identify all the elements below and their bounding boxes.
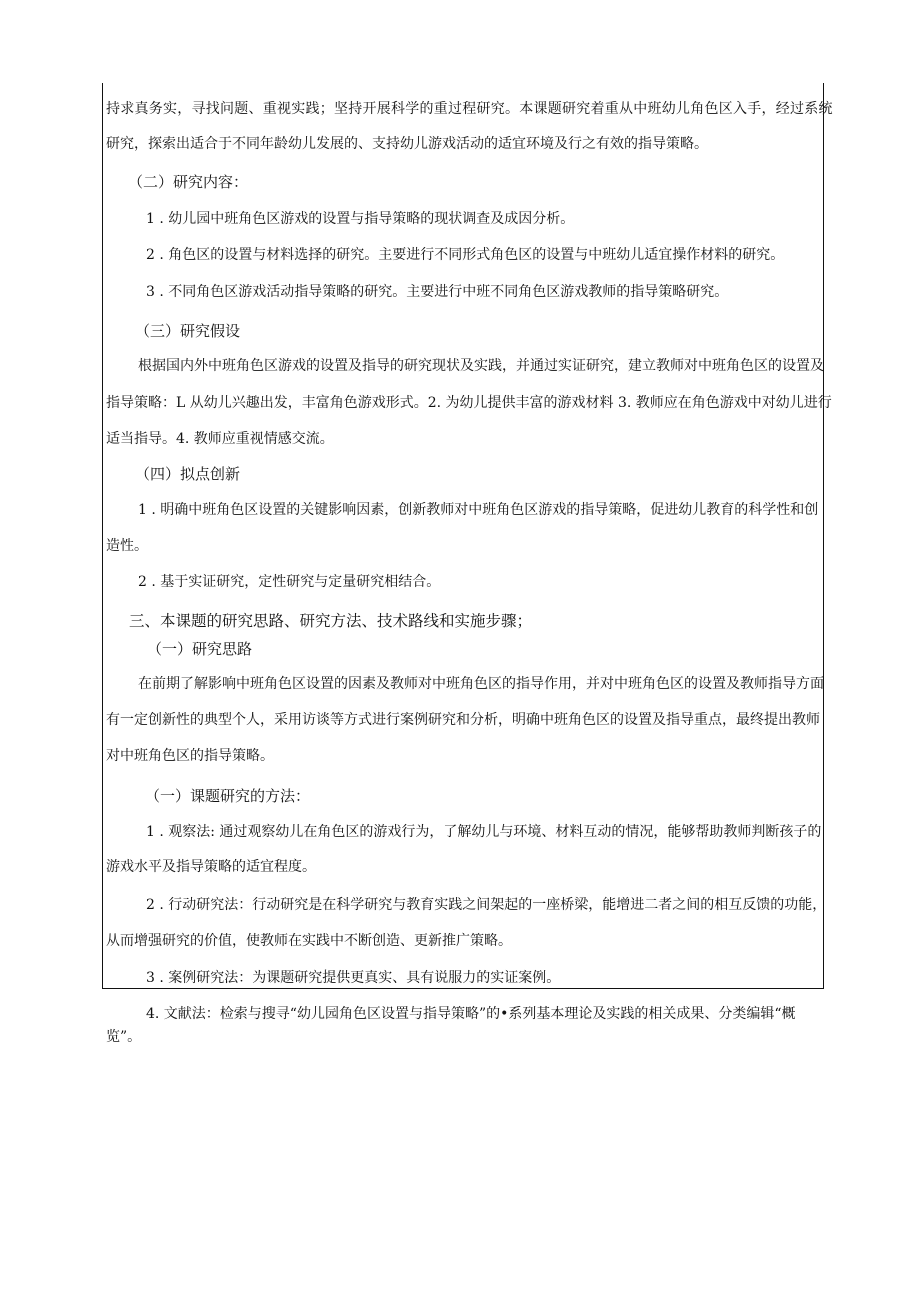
section-heading-methods: （一）课题研究的方法：	[145, 787, 311, 805]
method-1-line-1: 1 . 观察法: 通过观察幼儿在角色区的游戏行为，了解幼儿与环境、材料互动的情况，能够帮助教师判断孩子的	[146, 824, 822, 840]
method-1-line-2: 游戏水平及指导策略的适宜程度。	[106, 859, 316, 875]
research-content-item-2: 2 . 角色区的设置与材料选择的研究。主要进行不同形式角色区的设置与中班幼儿适宜操作材料的研究。	[146, 247, 785, 263]
section-heading-innovation: （四）拟点创新	[135, 465, 241, 483]
hypothesis-line-3: 适当指导。4. 教师应重视情感交流。	[106, 431, 334, 447]
hypothesis-line-2: 指导策略：L 从幼儿兴趣出发，丰富角色游戏形式。2. 为幼儿提供丰富的游戏材料 3. 教师应在角色游戏中对幼儿进行	[106, 395, 832, 411]
method-2-line-2: 从而增强研究的价值，使教师在实践中不断创造、更新推广策略。	[106, 933, 512, 949]
outside-method-4-line-2: 览”。	[106, 1029, 142, 1045]
innovation-item-2: 2 . 基于实证研究，定性研究与定量研究相结合。	[138, 574, 441, 590]
method-3: 3 . 案例研究法：为课题研究提供更真实、具有说服力的实证案例。	[146, 970, 561, 986]
section-heading-research-content: （二）研究内容：	[128, 173, 249, 191]
research-content-item-1: 1 . 幼儿园中班角色区游戏的设置与指导策略的现状调查及成因分析。	[146, 211, 575, 227]
research-content-item-3: 3 . 不同角色区游戏活动指导策略的研究。主要进行中班不同角色区游戏教师的指导策略研究。	[146, 284, 729, 300]
part3-heading: 三、本课题的研究思路、研究方法、技术路线和实施步骤；	[129, 612, 533, 630]
approach-line-2: 有一定创新性的典型个人，采用访谈等方式进行案例研究和分析，明确中班角色区的设置及指导重点，最终提出教师	[106, 712, 820, 728]
section-heading-research-approach: （一）研究思路	[147, 640, 253, 658]
approach-line-1: 在前期了解影响中班角色区设置的因素及教师对中班角色区的指导作用，并对中班角色区的设置及教师指导方面	[138, 676, 824, 692]
intro-line-1: 持求真务实，寻找问题、重视实践；坚持开展科学的重过程研究。本课题研究着重从中班幼儿角色区入手，经过系统	[106, 101, 833, 117]
innovation-item-1-line-1: 1 . 明确中班角色区设置的关键影响因素，创新教师对中班角色区游戏的指导策略，促进幼儿教育的科学性和创	[138, 502, 819, 518]
hypothesis-line-1: 根据国内外中班角色区游戏的设置及指导的研究现状及实践，并通过实证研究，建立教师对中班角色区的设置及	[138, 358, 824, 374]
intro-line-2: 研究，探索出适合于不同年龄幼儿发展的、支持幼儿游戏活动的适宜环境及行之有效的指导策略。	[106, 136, 708, 152]
section-heading-hypothesis: （三）研究假设	[135, 322, 241, 340]
method-2-line-1: 2 . 行动研究法：行动研究是在科学研究与教育实践之间架起的一座桥梁，能增进二者之间的相互反馈的功能，	[146, 897, 827, 913]
innovation-item-1-line-2: 造性。	[106, 538, 148, 554]
approach-line-3: 对中班角色区的指导策略。	[106, 748, 274, 764]
outside-method-4-line-1: 4. 文献法：检索与搜寻“幼儿园角色区设置与指导策略”的•系列基本理论及实践的相关成果、分类编辑“概	[146, 1006, 796, 1022]
